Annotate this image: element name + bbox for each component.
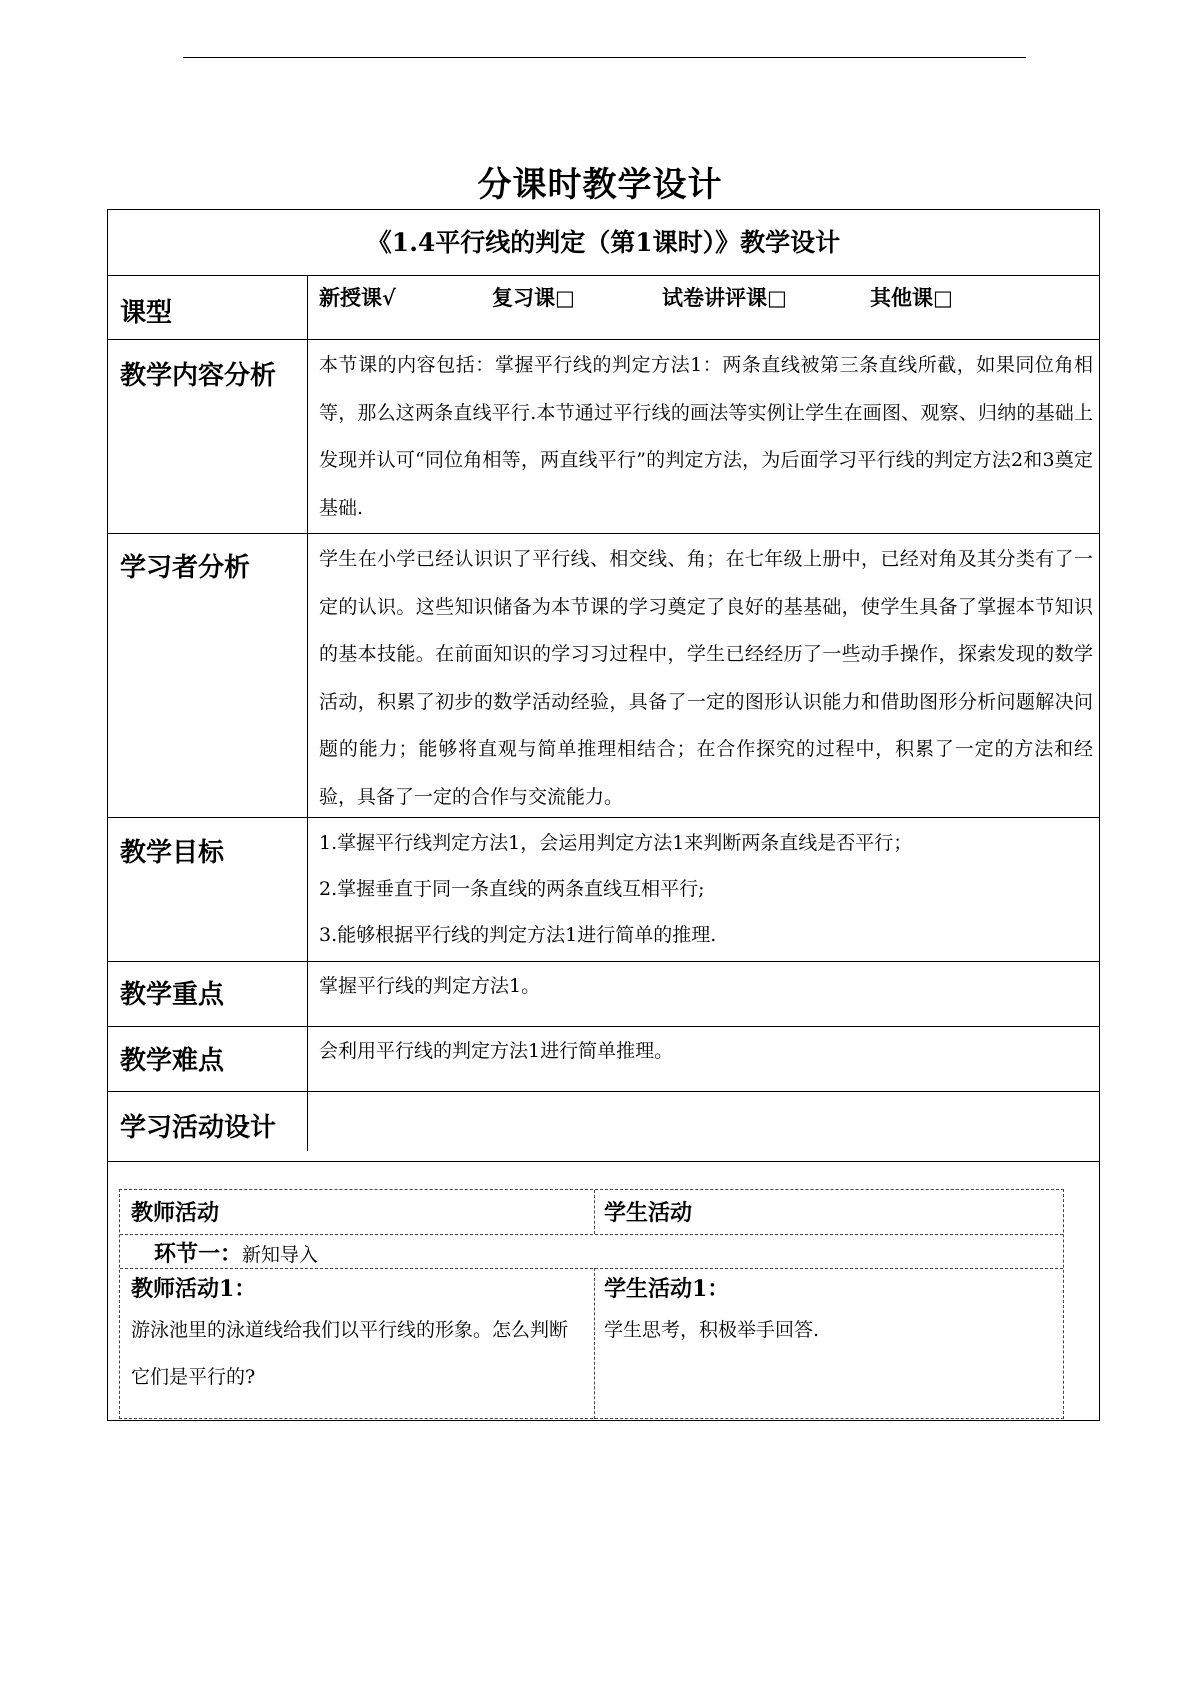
teacher-activity-text: 游泳池里的泳道线给我们以平行线的形象。怎么判断它们是平行的?	[131, 1319, 569, 1388]
objective-item: 1.掌握平行线判定方法1，会运用判定方法1来判断两条直线是否平行；	[319, 832, 913, 854]
student-activity-text: 学生思考，积极举手回答.	[604, 1319, 820, 1341]
lesson-type-new: 新授课√	[319, 285, 396, 310]
difficulties-label: 教学难点	[120, 1046, 225, 1076]
objective-item: 3.能够根据平行线的判定方法1进行简单的推理.	[319, 924, 717, 946]
activity-row-divider	[120, 1234, 1063, 1235]
row-divider	[108, 339, 1099, 340]
row-divider	[108, 275, 1099, 276]
difficulties-text: 会利用平行线的判定方法1进行简单推理。	[319, 1040, 674, 1062]
activity-row-divider	[120, 1268, 1063, 1269]
objective-item: 2.掌握垂直于同一条直线的两条直线互相平行;	[319, 878, 705, 900]
activity-column-divider	[594, 1190, 595, 1234]
teacher-activity-title: 教师活动1：	[131, 1276, 257, 1302]
lesson-plan-table	[107, 209, 1100, 1421]
key-points-label: 教学重点	[120, 980, 225, 1010]
lesson-type-other: 其他课□	[870, 285, 953, 310]
student-activity-header: 学生活动	[604, 1200, 693, 1226]
student-activity-title: 学生活动1：	[604, 1276, 730, 1302]
content-analysis-label: 教学内容分析	[120, 361, 277, 391]
row-divider	[108, 1161, 1099, 1162]
objectives-label: 教学目标	[120, 838, 225, 868]
document-title: 分课时教学设计	[477, 165, 723, 205]
objectives-list	[319, 820, 1093, 958]
stage-name: 新知导入	[242, 1244, 319, 1266]
activity-table	[119, 1189, 1064, 1419]
learner-analysis-label: 学习者分析	[120, 553, 251, 583]
lesson-title: 《1.4平行线的判定（第1课时）》教学设计	[366, 228, 841, 257]
row-divider	[108, 1026, 1099, 1027]
lesson-type-review: 复习课□	[492, 285, 575, 310]
lesson-type-exam-review: 试卷讲评课□	[662, 285, 787, 310]
column-divider	[307, 275, 308, 1151]
header-rule	[183, 57, 1026, 58]
activity-column-divider	[594, 1268, 595, 1419]
stage-heading	[154, 1237, 318, 1268]
stage-label: 环节一：	[154, 1241, 243, 1267]
learner-analysis-text: 学生在小学已经认识识了平行线、相交线、角；在七年级上册中，已经对角及其分类有了一定的认识。这些知识储备为本节课的学习奠定了良好的基基础，使学生具备了掌握本节知识的基本技能。在前面知识的学习习过程中，学生已经经历了一些动手操作，探索发现的数学活动，积累了初步的数学活动经验，具备了一定的图形认识能力和借助图形分析问题解决问题的能力；能够将直观与简单推理相结合；在合作探究的过程中，积累了一定的方法和经验，具备了一定的合作与交流能力。	[319, 548, 1093, 808]
row-divider	[108, 533, 1099, 534]
content-analysis-text: 本节课的内容包括：掌握平行线的判定方法1：两条直线被第三条直线所截，如果同位角相等，那么这两条直线平行.本节通过平行线的画法等实例让学生在画图、观察、归纳的基础上发现并认可“同位角相等，两直线平行”的判定方法，为后面学习平行线的判定方法2和3奠定基础.	[319, 354, 1093, 519]
row-divider	[108, 961, 1099, 962]
lesson-type-label: 课型	[120, 298, 173, 328]
row-divider	[108, 1091, 1099, 1092]
teacher-activity-header: 教师活动	[131, 1200, 220, 1226]
key-points-text: 掌握平行线的判定方法1。	[319, 975, 541, 997]
activity-design-label: 学习活动设计	[120, 1113, 277, 1143]
